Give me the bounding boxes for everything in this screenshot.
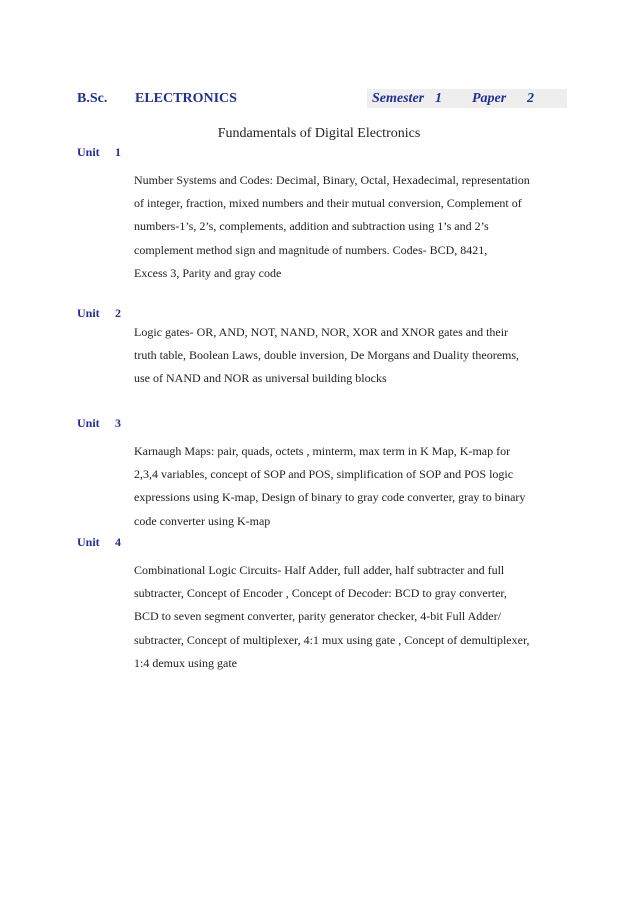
unit-description — [134, 440, 574, 533]
description-line: numbers-1’s, 2’s, complements, addition and subtraction using 1’s and 2’s — [134, 219, 489, 234]
unit-number: 1 — [115, 145, 121, 159]
description-line: subtracter, Concept of Encoder , Concept of Decoder: BCD to gray converter, — [134, 586, 507, 601]
description-line: 1:4 demux using gate — [134, 655, 237, 670]
document-title: Fundamentals of Digital Electronics — [217, 126, 421, 141]
unit-label: Unit — [77, 416, 100, 430]
unit-description — [134, 321, 574, 391]
unit-heading — [77, 535, 121, 550]
description-line: Combinational Logic Circuits- Half Adder, full adder, half subtracter and full — [134, 563, 505, 577]
description-line: 2,3,4 variables, concept of SOP and POS, simplification of SOP and POS logic — [134, 467, 514, 482]
course-header — [77, 89, 567, 108]
description-line: code converter using K-map — [134, 513, 271, 528]
unit-number: 2 — [115, 306, 121, 320]
unit-label: Unit — [77, 306, 100, 320]
unit-label: Unit — [77, 145, 100, 159]
description-line: use of NAND and NOR as universal building blocks — [134, 371, 387, 386]
description-line: Excess 3, Parity and gray code — [134, 265, 282, 280]
unit-heading — [77, 416, 121, 431]
unit-number: 4 — [115, 535, 121, 549]
subject-label: ELECTRONICS — [135, 91, 237, 106]
description-line: Logic gates- OR, AND, NOT, NAND, NOR, XOR and XNOR gates and their — [134, 325, 509, 339]
description-line: Karnaugh Maps: pair, quads, octets , minterm, max term in K Map, K-map for — [134, 444, 511, 458]
description-line: of integer, fraction, mixed numbers and their mutual conversion, Complement of — [134, 196, 522, 211]
description-line: complement method sign and magnitude of numbers. Codes- BCD, 8421, — [134, 242, 488, 257]
description-line: Number Systems and Codes: Decimal, Binary, Octal, Hexadecimal, representation — [134, 173, 530, 187]
semester-label: Semester — [372, 91, 425, 106]
degree-label: B.Sc. — [77, 91, 108, 106]
unit-heading — [77, 145, 121, 160]
paper-label: Paper — [472, 91, 507, 106]
description-line: BCD to seven segment converter, parity generator checker, 4-bit Full Adder/ — [134, 609, 501, 624]
description-line: expressions using K-map, Design of binary to gray code converter, gray to binary — [134, 490, 526, 505]
unit-description — [134, 559, 574, 675]
description-line: subtracter, Concept of multiplexer, 4:1 mux using gate , Concept of demultiplexer, — [134, 632, 530, 647]
unit-number: 3 — [115, 416, 121, 430]
description-line: truth table, Boolean Laws, double inversion, De Morgans and Duality theorems, — [134, 348, 520, 363]
paper-value: 2 — [527, 91, 534, 106]
unit-description — [134, 169, 574, 285]
unit-label: Unit — [77, 535, 100, 549]
semester-value: 1 — [435, 91, 442, 106]
unit-heading — [77, 306, 121, 321]
